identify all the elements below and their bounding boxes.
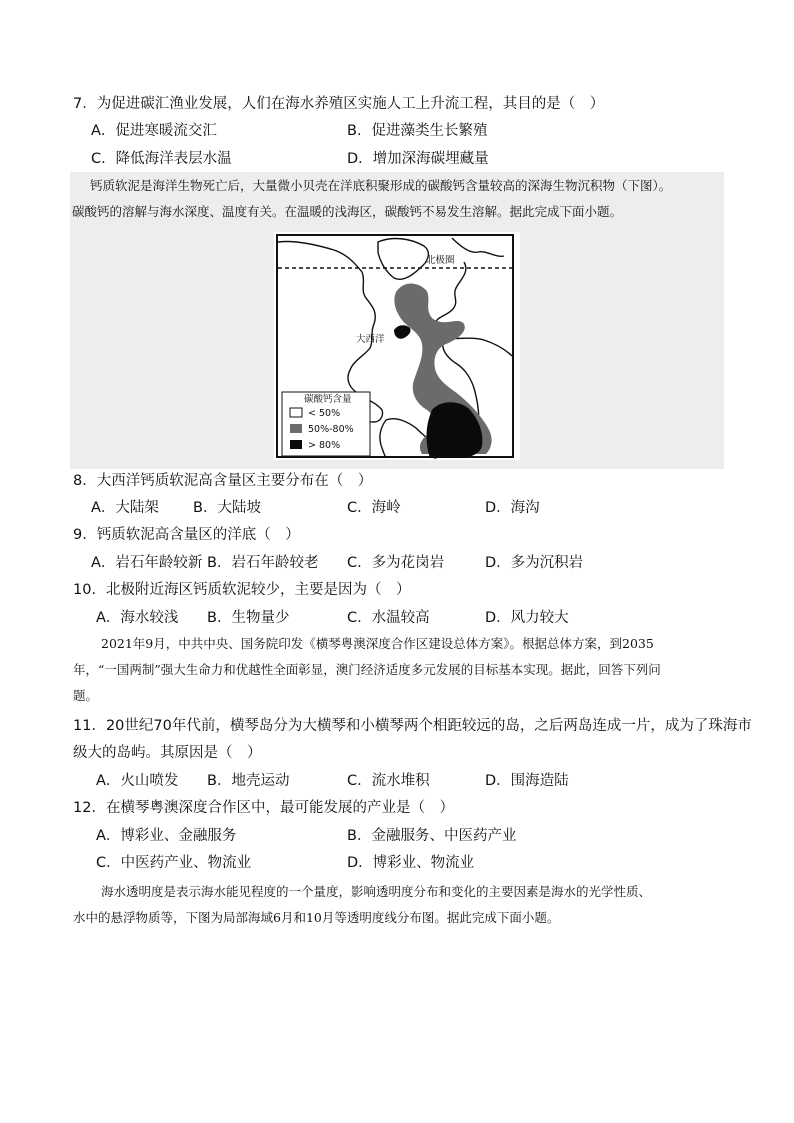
legend-title: 碳酸钙含量 xyxy=(304,394,352,405)
question-9-stem: 9．钙质软泥高含量区的洋底（ ） xyxy=(73,527,300,543)
q10-option-c: C．水温较高 xyxy=(347,610,430,626)
q12-option-b: B．金融服务、中医药产业 xyxy=(347,828,517,844)
question-8-stem: 8．大西洋钙质软泥高含量区主要分布在（ ） xyxy=(73,473,373,489)
q7-option-b: B．促进藻类生长繁殖 xyxy=(347,123,488,139)
calcium-carbonate-map xyxy=(274,232,520,460)
legend-swatch-low xyxy=(290,408,302,417)
q9-option-b: B．岩石年龄较老 xyxy=(207,555,319,571)
arctic-circle-label: 北极圈 xyxy=(426,255,455,266)
q10-option-a: A．海水较浅 xyxy=(96,610,179,626)
q8-option-a: A．大陆架 xyxy=(91,500,159,516)
q12-option-d: D．博彩业、物流业 xyxy=(347,855,475,871)
q10-option-d: D．风力较大 xyxy=(485,610,569,626)
q9-option-d: D．多为沉积岩 xyxy=(485,555,584,571)
q8-option-b: B．大陆坡 xyxy=(193,500,261,516)
question-11-stem-line-2: 级大的岛屿。其原因是（ ） xyxy=(73,745,262,761)
passage-2-line-3: 题。 xyxy=(73,688,99,703)
q11-option-a: A．火山喷发 xyxy=(96,773,179,789)
q12-option-c: C．中医药产业、物流业 xyxy=(96,855,252,871)
passage-1-line-2: 碳酸钙的溶解与海水深度、温度有关。在温暖的浅海区，碳酸钙不易发生溶解。据此完成下面小题。 xyxy=(72,204,623,219)
passage-2-line-1: 2021年9月，中共中央、国务院印发《横琴粤澳深度合作区建设总体方案》。根据总体方案，到2035 xyxy=(101,636,654,651)
q11-option-c: C．流水堆积 xyxy=(347,773,430,789)
question-11-stem-line-1: 11．20世纪70年代前，横琴岛分为大横琴和小横琴两个相距较远的岛，之后两岛连成一片，成为了珠海市 xyxy=(73,718,752,734)
q10-option-b: B．生物量少 xyxy=(207,610,290,626)
q9-option-a: A．岩石年龄较新 xyxy=(91,555,203,571)
atlantic-ocean-label: 大西洋 xyxy=(356,334,385,345)
map-svg xyxy=(274,232,520,460)
q11-option-d: D．围海造陆 xyxy=(485,773,569,789)
q12-option-a: A．博彩业、金融服务 xyxy=(96,828,237,844)
passage-1-line-1: 钙质软泥是海洋生物死亡后，大量微小贝壳在洋底积聚形成的碳酸钙含量较高的深海生物沉积物（下图）。 xyxy=(90,178,672,193)
q7-option-c: C．降低海洋表层水温 xyxy=(91,151,232,167)
question-10-stem: 10．北极附近海区钙质软泥较少，主要是因为（ ） xyxy=(73,582,411,598)
legend-swatch-high xyxy=(290,440,302,449)
q8-option-d: D．海沟 xyxy=(485,500,540,516)
passage-3-line-2: 水中的悬浮物质等，下图为局部海域6月和10月等透明度线分布图。据此完成下面小题。 xyxy=(73,910,560,925)
q7-option-a: A．促进寒暖流交汇 xyxy=(91,123,217,139)
legend-label-mid: 50%-80% xyxy=(308,424,354,435)
legend-label-low: < 50% xyxy=(308,408,341,419)
passage-2-line-2: 年，“一国两制”强大生命力和优越性全面彰显，澳门经济适度多元发展的目标基本实现。据此，回答下列问 xyxy=(73,662,661,677)
q7-option-d: D．增加深海碳埋藏量 xyxy=(347,151,489,167)
q9-option-c: C．多为花岗岩 xyxy=(347,555,445,571)
question-7-stem: 7．为促进碳汇渔业发展，人们在海水养殖区实施人工上升流工程，其目的是（ ） xyxy=(73,96,605,112)
passage-3-line-1: 海水透明度是表示海水能见程度的一个量度，影响透明度分布和变化的主要因素是海水的光学性质、 xyxy=(101,884,652,899)
question-12-stem: 12．在横琴粤澳深度合作区中，最可能发展的产业是（ ） xyxy=(73,800,454,816)
q8-option-c: C．海岭 xyxy=(347,500,401,516)
legend-label-high: > 80% xyxy=(308,440,341,451)
legend-swatch-mid xyxy=(290,424,302,433)
q11-option-b: B．地壳运动 xyxy=(207,773,290,789)
